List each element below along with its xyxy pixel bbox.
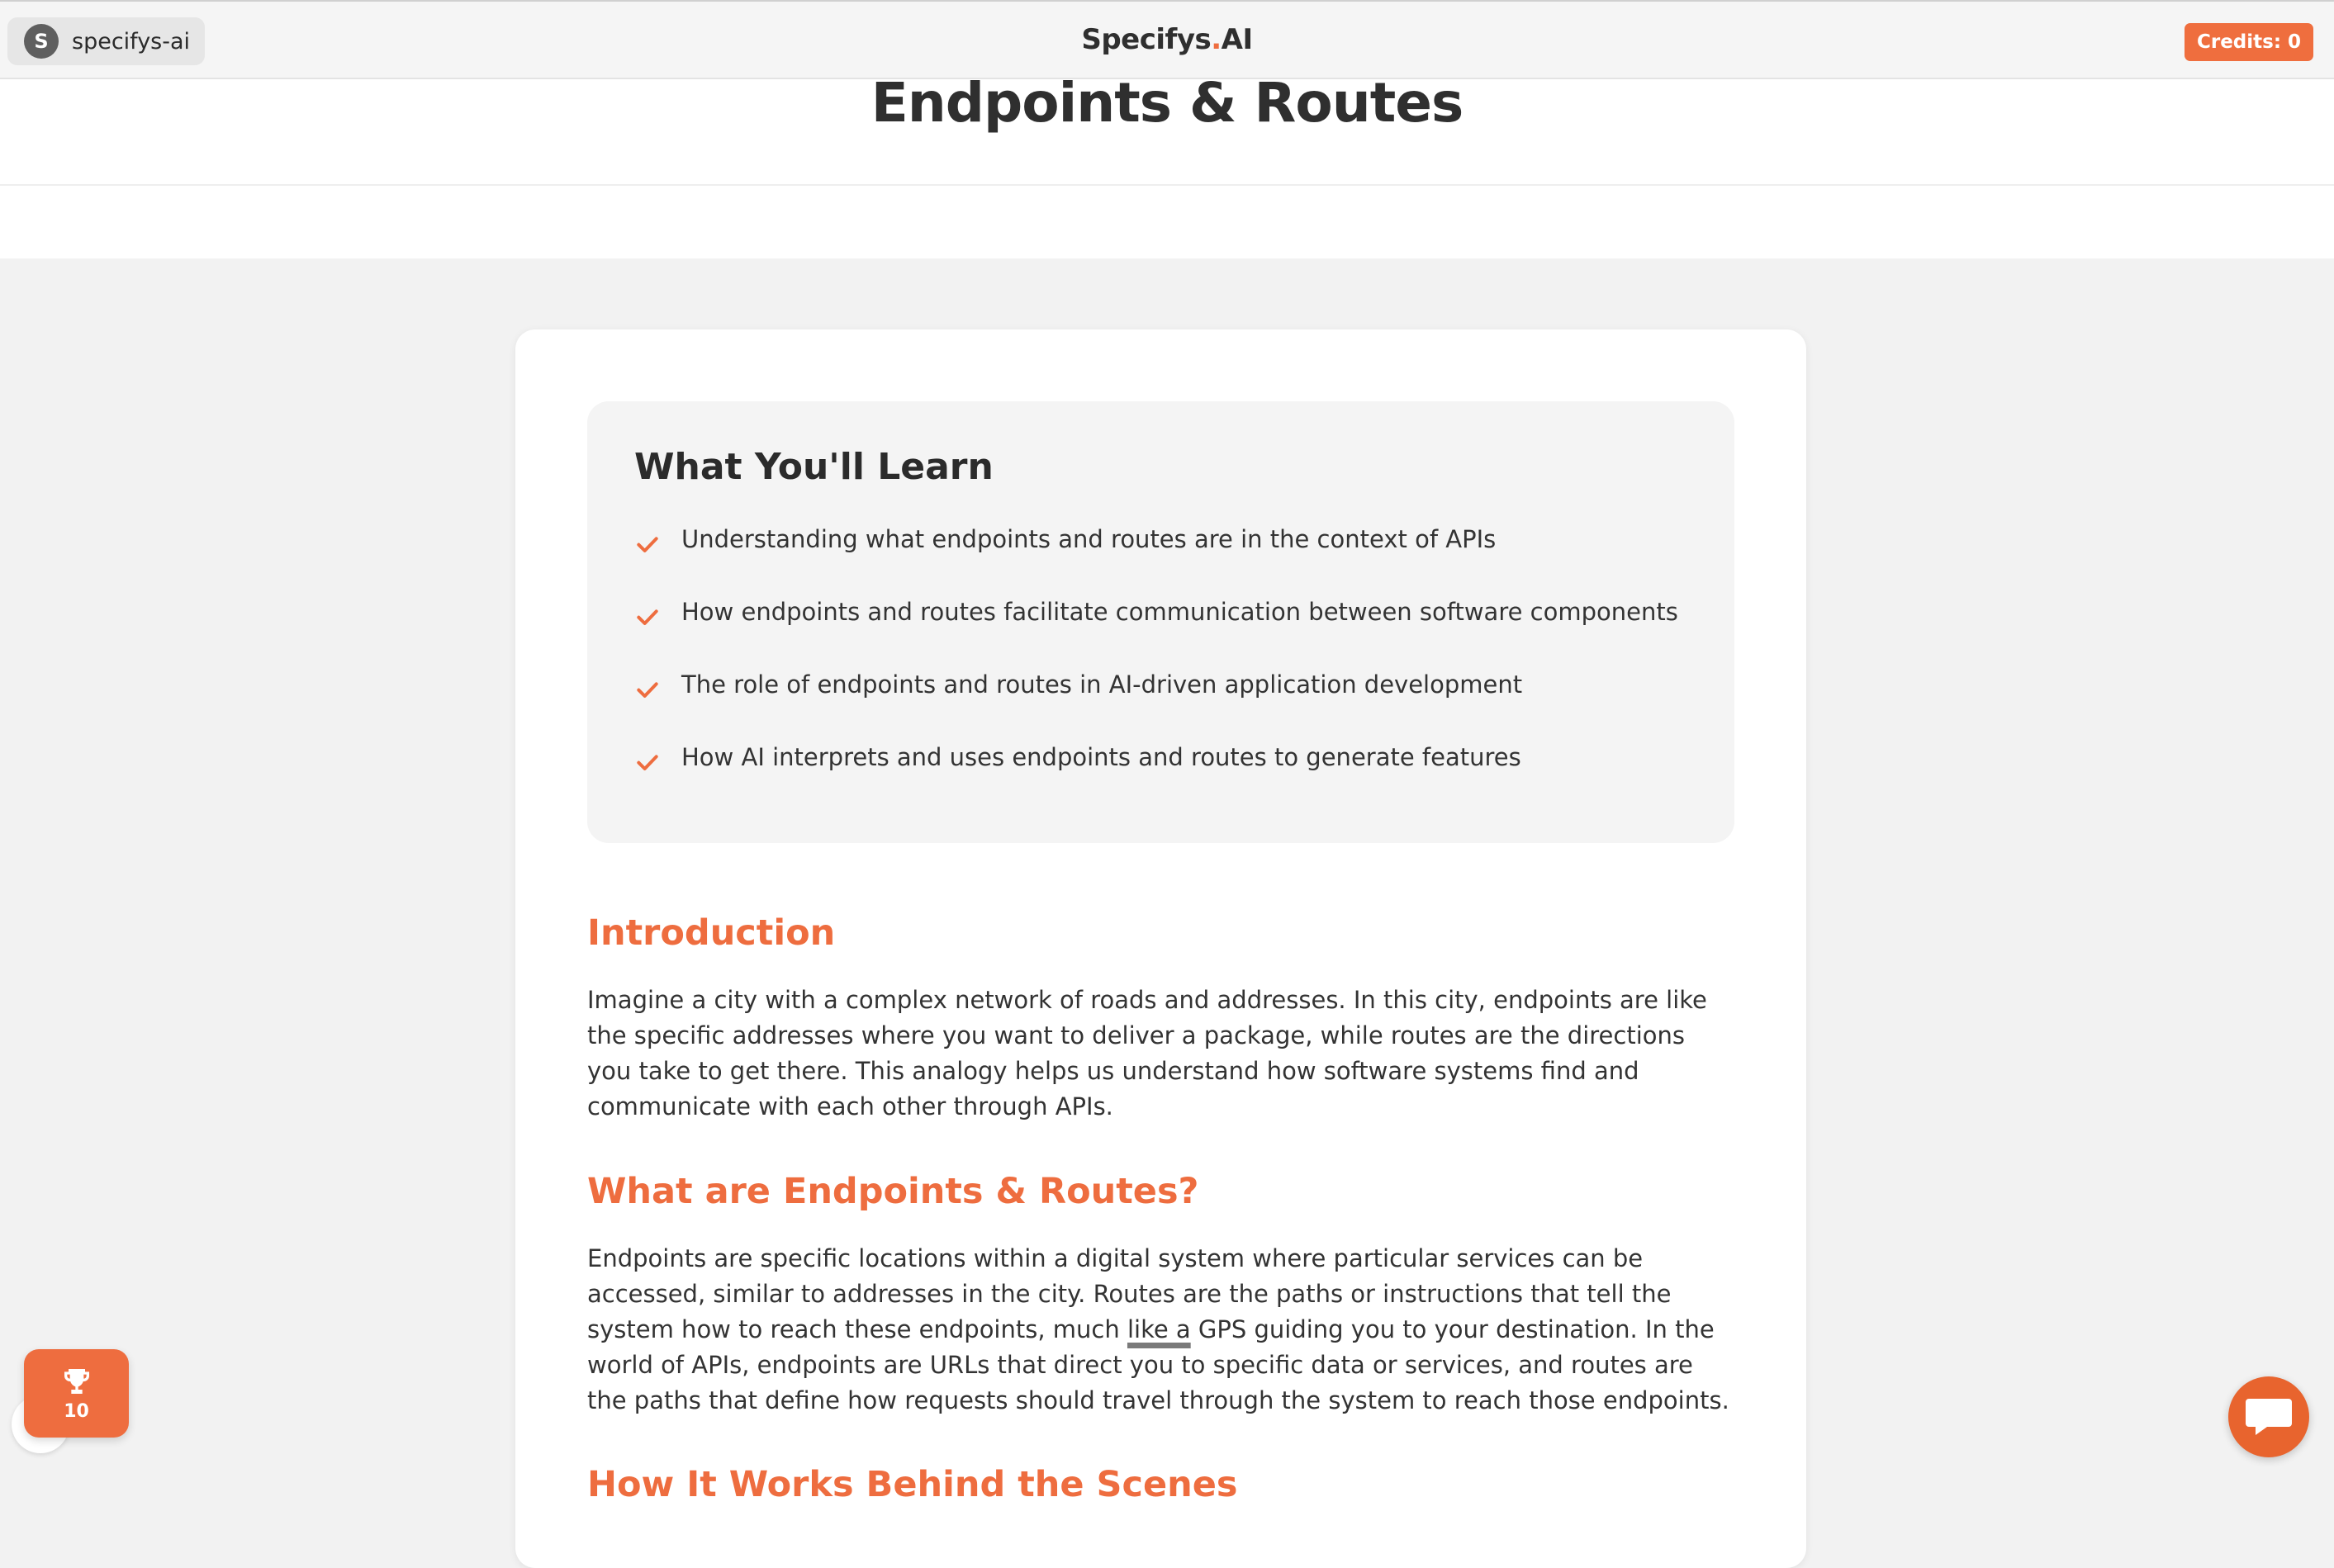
brand-prefix: Specifys <box>1081 23 1212 56</box>
section-text-what-are <box>587 1241 1734 1419</box>
check-icon <box>634 749 661 775</box>
chat-icon <box>2244 1395 2294 1438</box>
check-icon <box>634 604 661 630</box>
avatar: S <box>24 24 59 59</box>
brand-dot: . <box>1211 23 1222 56</box>
objective-item <box>634 519 1496 560</box>
objective-text: How AI interprets and uses endpoints and routes to generate features <box>681 743 1521 771</box>
section-heading-behind-scenes: How It Works Behind the Scenes <box>587 1464 1238 1505</box>
objective-item <box>634 591 1678 632</box>
section-heading-what-are: What are Endpoints & Routes? <box>587 1171 1199 1212</box>
top-bar <box>0 0 2334 79</box>
lesson-card <box>515 329 1806 1568</box>
learning-objectives-panel <box>587 401 1734 843</box>
check-icon <box>634 676 661 703</box>
brand-suffix: AI <box>1221 23 1253 56</box>
credits-button[interactable]: Credits: 0 <box>2185 23 2313 61</box>
learning-objectives-title: What You'll Learn <box>634 446 994 488</box>
page-header <box>0 71 2334 186</box>
achievements-button[interactable] <box>24 1349 129 1438</box>
objective-text: How endpoints and routes facilitate communication between software components <box>681 598 1678 626</box>
section-heading-introduction: Introduction <box>587 912 836 954</box>
objective-item <box>634 737 1521 778</box>
text-run: Endpoints are specific locations within a digital system where particular services can be accessed, similar to addresses in the city. Routes are the paths or instructions that tell the system how to reach these endpoints, much <box>587 1244 1672 1343</box>
section-text-introduction: Imagine a city with a complex network of roads and addresses. In this city, endpoints are like the specific addresses where you want to deliver a package, while routes are the directions you take to get there. This analogy helps us understand how software systems find and communicate with each other through APIs. <box>587 986 1707 1120</box>
chat-button[interactable] <box>2228 1376 2309 1457</box>
trophy-count: 10 <box>64 1401 89 1422</box>
subheader-strip <box>0 186 2334 258</box>
objective-text: Understanding what endpoints and routes are in the context of APIs <box>681 525 1497 553</box>
objective-text: The role of endpoints and routes in AI-driven application development <box>681 670 1523 699</box>
highlighted-text: like a <box>1127 1315 1191 1343</box>
trophy-icon <box>60 1365 93 1398</box>
check-icon <box>634 531 661 557</box>
page-title: Endpoints & Routes <box>871 71 1463 135</box>
account-name: specifys-ai <box>72 28 191 54</box>
brand-logo[interactable] <box>0 23 2334 56</box>
text-run: GPS guiding you to your destination. In the world of APIs, endpoints are URLs that direct you to specific data or services, and routes are the paths that define how requests should travel through the system to reach those endpoints. <box>587 1315 1729 1414</box>
objective-item <box>634 664 1522 705</box>
